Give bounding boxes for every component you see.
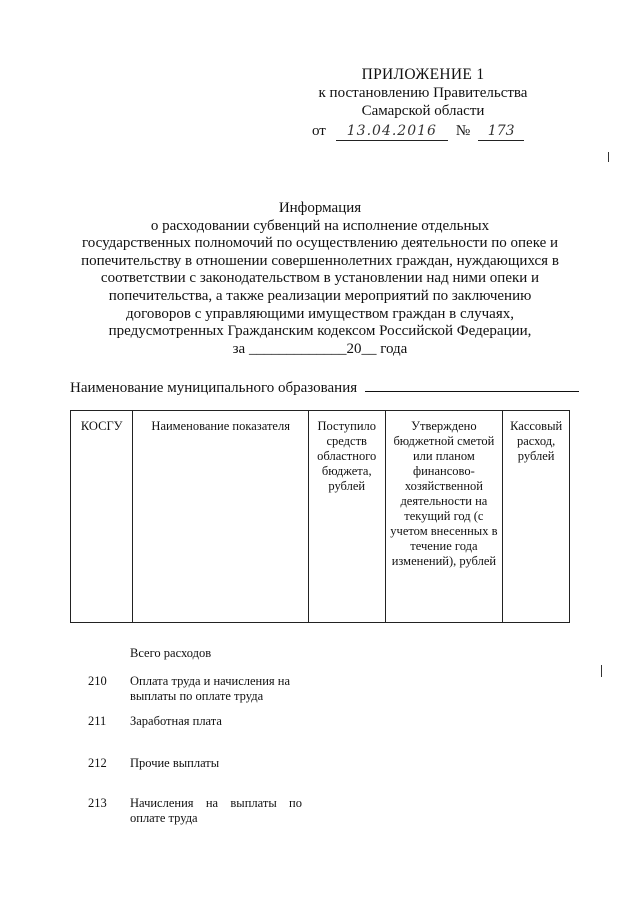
appendix-title: ПРИЛОЖЕНИЕ 1 <box>361 66 485 83</box>
row-name: Прочие выплаты <box>130 756 220 770</box>
column-header-approved: Утверждено бюджетной сметой или планом финансово-хозяйственной деятельности на текущий год (с учетом внесенных в течение года изменений), рублей <box>385 411 503 623</box>
number-sign: № <box>455 123 471 139</box>
row-name: Заработная плата <box>130 714 222 728</box>
date-prefix: от <box>312 123 326 139</box>
row-code: 212 <box>88 756 107 770</box>
reporting-period: за _____________20__ года <box>232 340 408 357</box>
title-line: попечительства, а также реализации мероприятий по заключению <box>108 287 532 304</box>
handwritten-date: 13.04.2016 <box>336 122 448 141</box>
row-code: 213 <box>88 796 107 810</box>
row-name: Оплата труда и начисления на выплаты по оплате труда <box>130 674 291 703</box>
table-header-row <box>71 411 570 623</box>
row-name: Всего расходов <box>130 646 212 660</box>
title-line: о расходовании субвенций на исполнение отдельных <box>150 217 490 234</box>
municipality-field <box>70 379 579 397</box>
appendix-resolution: к постановлению Правительства <box>318 85 528 101</box>
row-code: 210 <box>88 674 107 688</box>
title-line: попечительству в отношении совершеннолетних граждан, нуждающихся в <box>81 252 559 269</box>
row-name: Начисления на выплаты по оплате труда <box>130 796 302 825</box>
resolution-date-line <box>312 122 552 141</box>
report-table-header <box>70 410 570 623</box>
title-line: государственных полномочий по осуществлению деятельности по опеке и <box>81 235 559 252</box>
column-header-received: Поступило средств областного бюджета, рублей <box>308 411 385 623</box>
title-line: предусмотренных Гражданским кодексом Российской Федерации, <box>108 323 532 340</box>
municipality-label: Наименование муниципального образования <box>70 380 358 396</box>
title-line: соответствии с законодательством в установлении над ними опеки и <box>100 270 540 287</box>
column-header-kosgu: КОСГУ <box>71 411 133 623</box>
column-header-indicator: Наименование показателя <box>133 411 308 623</box>
column-header-cash-expense: Кассовый расход, рублей <box>503 411 570 623</box>
document-title <box>58 200 582 358</box>
title-heading: Информация <box>278 200 362 216</box>
handwritten-number: 173 <box>478 122 524 141</box>
title-line: договоров с управляющими имуществом граждан в случаях, <box>126 305 514 322</box>
scan-margin-mark <box>601 665 602 677</box>
appendix-block <box>308 66 538 120</box>
municipality-blank <box>365 379 579 392</box>
scan-margin-mark <box>608 152 609 162</box>
row-code: 211 <box>88 714 107 728</box>
appendix-region: Самарской области <box>361 103 485 119</box>
